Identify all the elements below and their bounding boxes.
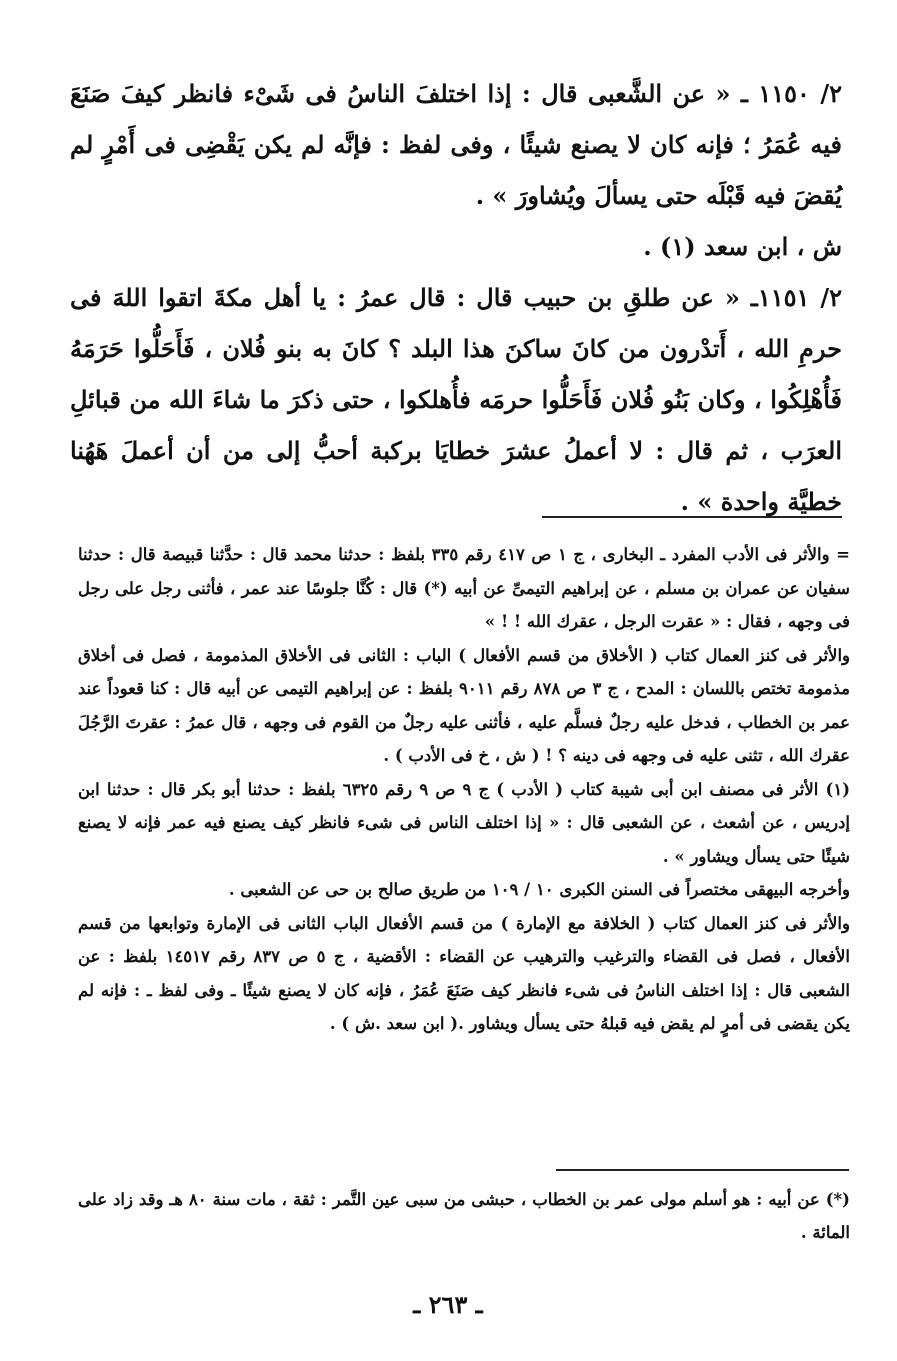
hadith-1151: ٢/ ١١٥١ـ « عن طلقِ بن حبيب قال : قال عمرُ : يا أهل مكةَ اتقوا اللهَ فى حرمِ الله ، أَتدْرون من كانَ ساكنَ هذا البلد ؟ كانَ به بنو فُلان ، فَأَحَلُّوا حَرَمَهُ فَأُهْلِكُوا ، وكان بَنُو فُلان فَأَحَلُّوا حرمَه فأُهلكوا ، حتى ذكرَ ما شاءَ الله من قبائلِ العرَب ، ثم قال : لا أعملُ عشرَ خطايَا بركبة أحبُّ إلى من أن أعملَ هَهُنا خطيَّة واحدة » . <box>70 283 842 516</box>
footnote-kanz-ummal-adab: والأثر فى كنز العمال كتاب ( الأخلاق من قسم الأفعال ) الباب : الثانى فى الأخلاق المذمومة ، فصل فى أخلاق مذمومة تختص باللسان : المدح ، ج ٣ ص ٨٧٨ رقم ٩٠١١ بلفظ : عن إبراهيم التيمى عن أبيه قال : كنا قعوداً عند عمر بن الخطاب ، فدخل عليه رجلٌ فسلَّم عليه ، فأثنى عليه رجلٌ من القوم فى وجهه ، قال عمرُ : عقرتَ الرَّجُلَ عقرك الله ، تثنى عليه فى وجهه فى دينه ؟ ! ( ش ، خ فى الأدب ) . <box>78 645 850 765</box>
footnote-divider <box>542 516 842 518</box>
secondary-footnote-divider <box>556 1169 849 1171</box>
footnote-1-kanz-ummal: والأثر فى كنز العمال كتاب ( الخلافة مع الإمارة ) من قسم الأفعال الباب الثانى فى الإمارة وتوابعها من قسم الأفعال ، فصل فى القضاء والترغيب والترهيب عن القضاء : الأقضية ، ج ٥ ص ٨٣٧ رقم ١٤٥١٧ بلفظ : عن الشعبى قال : إذا اختلف الناسُ فى شىء فانظر كيف صَنَعَ عُمَرُ ، فإنه كان لا يصنع شيئًا ـ وفى لفظ ـ : فإنه لم يكن يقضى فى أمرٍ لم يقض فيه قبلهُ حتى يسأل ويشاور .( ابن سعد .ش ) . <box>78 913 851 1033</box>
hadith-1150-source: ش ، ابن سعد (١) . <box>643 232 842 261</box>
footnote-asterisk: (*) عن أبيه : هو أسلم مولى عمر بن الخطاب ، حبشى من سبى عين التَّمر : ثقة ، مات سنة ٨٠ هـ وقد زاد على المائة . <box>78 1190 850 1242</box>
hadith-1150: ٢/ ١١٥٠ ـ « عن الشَّعبى قال : إذا اختلفَ الناسُ فى شَىْء فانظر كيفَ صَنَعَ فيه عُمَرُ ؛ فإنه كان لا يصنع شيئًا ، وفى لفظ : فإنَّه لم يكن يَقْضِى فى أَمْرٍ لم يُقضَ فيه قَبْلَه حتى يسألَ ويُشاورَ » . <box>70 79 843 210</box>
footnotes-block <box>78 538 850 1041</box>
footnote-1: (١) الأثر فى مصنف ابن أبى شيبة كتاب ( الأدب ) ج ٩ ص ٩ رقم ٦٣٢٥ بلفظ : حدثنا أبو بكر قال : حدثنا ابن إدريس ، عن أشعث ، عن الشعبى قال : « إذا اختلف الناس فى شىء فانظر كيف يصنع فيه عمر فإنه لا يصنع شيئًا حتى يسأل ويشاور » . <box>78 779 851 866</box>
page-number: ـ ٢٦٣ ـ <box>413 1290 483 1319</box>
main-text-block <box>70 68 842 527</box>
footnote-1-bayhaqi: وأخرجه البيهقى مختصراً فى السنن الكبرى ١٠ / ١٠٩ من طريق صالح بن حى عن الشعبى . <box>228 880 850 899</box>
secondary-footnote-block <box>78 1183 850 1249</box>
footnote-continuation: = والأثر فى الأدب المفرد ـ البخارى ، ج ١ ص ٤١٧ رقم ٣٣٥ بلفظ : حدثنا محمد قال : حدَّثنا قبيصة قال : حدثنا سفيان عن عمران بن مسلم ، عن إبراهيم التيمىِّ عن أبيه (*) قال : كُنَّا جلوسًا عند عمر ، فأثنى رجل على رجل فى وجهه ، فقال : « عقرت الرجل ، عقرك الله ! ! » <box>78 545 851 631</box>
